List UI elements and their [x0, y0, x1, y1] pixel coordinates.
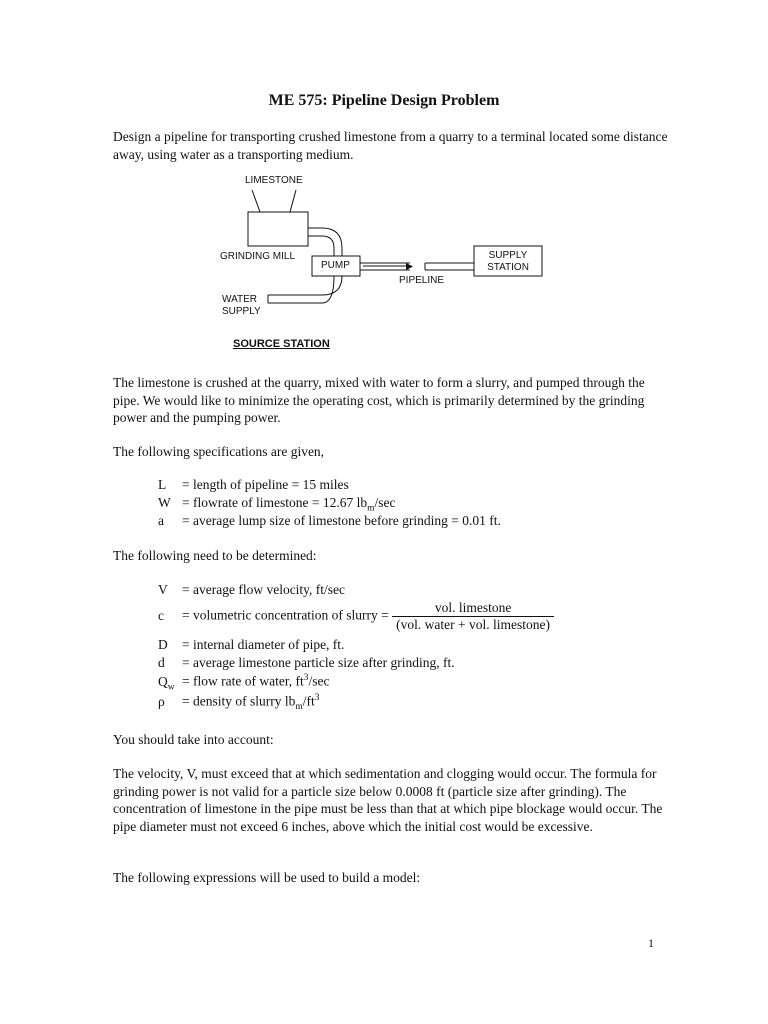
subscript: w — [167, 682, 175, 693]
pump-label: PUMP — [321, 260, 350, 271]
intro-paragraph: Design a pipeline for transporting crushed limestone from a quarry to a terminal located some distance away, using water as a transporting medium. — [113, 129, 668, 162]
superscript: 3 — [303, 673, 309, 683]
spec-symbol: a — [158, 513, 164, 528]
need-text: = average limestone particle size after grinding, ft. — [182, 655, 455, 670]
need-rho — [158, 693, 320, 712]
paragraph-constraints: The velocity, V, must exceed that at which sedimentation and clogging would occur. The formula for grinding power is not valid for a particle size below 0.0008 ft (particle size after grinding). The concentration of limestone in the pipe must be less than that at which pipe blockage would occur. The pipe diameter must not exceed 6 inches, above which the initial cost would be excessive. — [113, 766, 663, 834]
specifications-intro: The following specifications are given, — [113, 444, 325, 459]
need-text-unit: /sec — [308, 673, 330, 689]
need-symbol: c — [158, 607, 164, 623]
mill-pipe-outer — [308, 228, 342, 256]
spec-text: = flowrate of limestone = 12.67 lb — [182, 495, 368, 510]
need-text: = density of slurry lb — [182, 693, 296, 709]
chute-line-left — [252, 190, 260, 212]
water-supply-label — [222, 294, 261, 318]
grinding-mill-label: GRINDING MILL — [220, 251, 296, 262]
account-intro: You should take into account: — [113, 732, 274, 747]
fraction-denominator: (vol. water + vol. limestone) — [392, 616, 554, 633]
spec-text-unit: /sec — [374, 495, 396, 510]
superscript: 3 — [314, 693, 320, 703]
need-c — [158, 600, 554, 633]
page-title: ME 575: Pipeline Design Problem — [268, 92, 500, 109]
grinding-mill-box — [248, 212, 308, 246]
water-supply-line2: SUPPLY — [222, 306, 261, 317]
fraction-numerator: vol. limestone — [434, 600, 512, 615]
paragraph-slurry: The limestone is crushed at the quarry, mixed with water to form a slurry, and pumped through the pipe. We would like to minimize the operating cost, which is primarily determined by the grinding power and the pumping power. — [113, 375, 645, 425]
page-number: 1 — [648, 936, 654, 950]
need-text: = average flow velocity, ft/sec — [182, 582, 346, 597]
spec-a — [158, 513, 501, 529]
concentration-fraction — [392, 600, 554, 633]
need-symbol: ρ — [158, 693, 165, 709]
water-pipe-outer — [268, 276, 342, 295]
flow-arrow-head — [406, 263, 413, 270]
need-symbol: d — [158, 655, 165, 670]
limestone-label: LIMESTONE — [245, 175, 303, 186]
need-D — [158, 637, 344, 653]
need-d — [158, 655, 455, 671]
need-text: = internal diameter of pipe, ft. — [182, 637, 345, 652]
diagram-caption: SOURCE STATION — [233, 338, 330, 350]
need-text: = volumetric concentration of slurry = — [182, 607, 389, 623]
need-V — [158, 582, 345, 598]
spec-W — [158, 495, 395, 514]
spec-text: = average lump size of limestone before grinding = 0.01 ft. — [182, 513, 501, 528]
need-symbol: D — [158, 637, 168, 652]
need-text: = flow rate of water, ft — [182, 673, 304, 689]
subscript: m — [367, 503, 375, 514]
spec-symbol: W — [158, 495, 171, 510]
need-Qw — [158, 673, 330, 692]
need-symbol — [158, 674, 182, 693]
mill-pipe-inner — [308, 236, 334, 256]
supply-station-line2: STATION — [487, 262, 529, 273]
water-pipe-inner — [268, 276, 334, 303]
supply-station-label — [474, 250, 542, 274]
chute-line-right — [290, 190, 296, 212]
need-symbol: V — [158, 582, 168, 597]
supply-station-line1: SUPPLY — [488, 250, 528, 261]
pipeline-label: PIPELINE — [399, 275, 445, 286]
spec-L — [158, 477, 349, 493]
determine-intro: The following need to be determined: — [113, 548, 317, 563]
symbol-letter: Q — [158, 673, 168, 689]
paragraph-expressions: The following expressions will be used to build a model: — [113, 870, 421, 885]
water-supply-line1: WATER — [222, 294, 257, 305]
spec-text: = length of pipeline = 15 miles — [182, 477, 349, 492]
need-text-unit: /ft — [302, 693, 315, 709]
spec-symbol: L — [158, 477, 167, 492]
subscript: m — [295, 702, 303, 713]
